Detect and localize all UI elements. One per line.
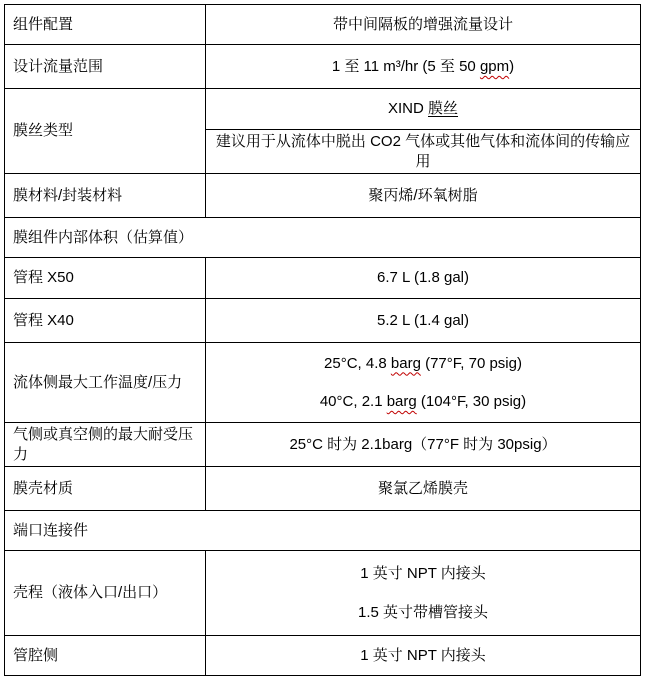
gas-vacuum-pressure-label: 气侧或真空侧的最大耐受压力 — [5, 423, 206, 467]
lumen-side-label: 管腔侧 — [5, 636, 206, 676]
flow-range-value — [206, 45, 641, 89]
row-max-temp-pressure — [5, 343, 641, 423]
row-internal-volume-header — [5, 218, 641, 258]
row-flow-range — [5, 45, 641, 89]
row-housing-material — [5, 467, 641, 511]
row-fiber-type-1 — [5, 89, 641, 130]
membrane-material-value: 聚丙烯/环氧树脂 — [206, 174, 641, 218]
flow-range-value-close: ) — [509, 57, 515, 75]
internal-volume-header-label: 膜组件内部体积（估算值） — [5, 218, 641, 258]
lumen-side-value: 1 英寸 NPT 内接头 — [206, 636, 641, 676]
temp-line2-post: (104°F, 30 psig) — [416, 393, 527, 410]
gas-vacuum-pressure-value: 25°C 时为 2.1barg（77°F 时为 30psig） — [206, 423, 641, 467]
shell-side-label: 壳程（液体入口/出口） — [5, 551, 206, 636]
flow-range-value-text: 1 至 11 m³/hr (5 至 50 — [331, 57, 480, 75]
row-lumen-side — [5, 636, 641, 676]
membrane-material-label: 膜材料/封装材料 — [5, 174, 206, 218]
max-temp-pressure-line-2 — [214, 392, 632, 412]
temp-line1-pre: 25°C, 4.8 — [324, 354, 391, 372]
shell-side-line-1: 1 英寸 NPT 内接头 — [360, 565, 486, 582]
housing-material-label: 膜壳材质 — [5, 467, 206, 511]
spec-table — [4, 4, 641, 676]
module-config-value: 带中间隔板的增强流量设计 — [206, 5, 641, 45]
temp-line1-misspelled-word: barg — [390, 354, 421, 372]
fiber-type-name-underlined: 膜丝 — [428, 100, 459, 118]
temp-line2-misspelled-word: barg — [386, 393, 417, 410]
row-membrane-material — [5, 174, 641, 218]
row-gas-vacuum-pressure — [5, 423, 641, 467]
fiber-type-value-2: 建议用于从流体中脱出 CO2 气体或其他气体和流体间的传输应用 — [206, 130, 641, 174]
shell-side-value — [206, 551, 641, 636]
max-temp-pressure-label: 流体侧最大工作温度/压力 — [5, 343, 206, 423]
max-temp-pressure-line-1 — [214, 354, 632, 374]
row-tube-x40 — [5, 299, 641, 343]
max-temp-pressure-value — [206, 343, 641, 423]
row-tube-x50 — [5, 258, 641, 299]
tube-x40-value: 5.2 L (1.4 gal) — [206, 299, 641, 343]
fiber-type-label: 膜丝类型 — [5, 89, 206, 174]
fiber-type-name-prefix: XIND — [387, 100, 428, 118]
housing-material-value: 聚氯乙烯膜壳 — [206, 467, 641, 511]
tube-x50-label: 管程 X50 — [5, 258, 206, 299]
temp-line1-post: (77°F, 70 psig) — [420, 354, 522, 372]
temp-line2-pre: 40°C, 2.1 — [319, 393, 387, 410]
row-port-connections-header — [5, 511, 641, 551]
shell-side-line-2: 1.5 英寸带槽管接头 — [357, 603, 489, 621]
port-connections-header-label: 端口连接件 — [5, 511, 641, 551]
tube-x50-value: 6.7 L (1.8 gal) — [206, 258, 641, 299]
row-module-config — [5, 5, 641, 45]
row-shell-side — [5, 551, 641, 636]
module-config-label: 组件配置 — [5, 5, 206, 45]
tube-x40-label: 管程 X40 — [5, 299, 206, 343]
flow-range-label: 设计流量范围 — [5, 45, 206, 89]
fiber-type-value-1 — [206, 89, 641, 130]
flow-range-misspelled-word: gpm — [479, 57, 510, 75]
